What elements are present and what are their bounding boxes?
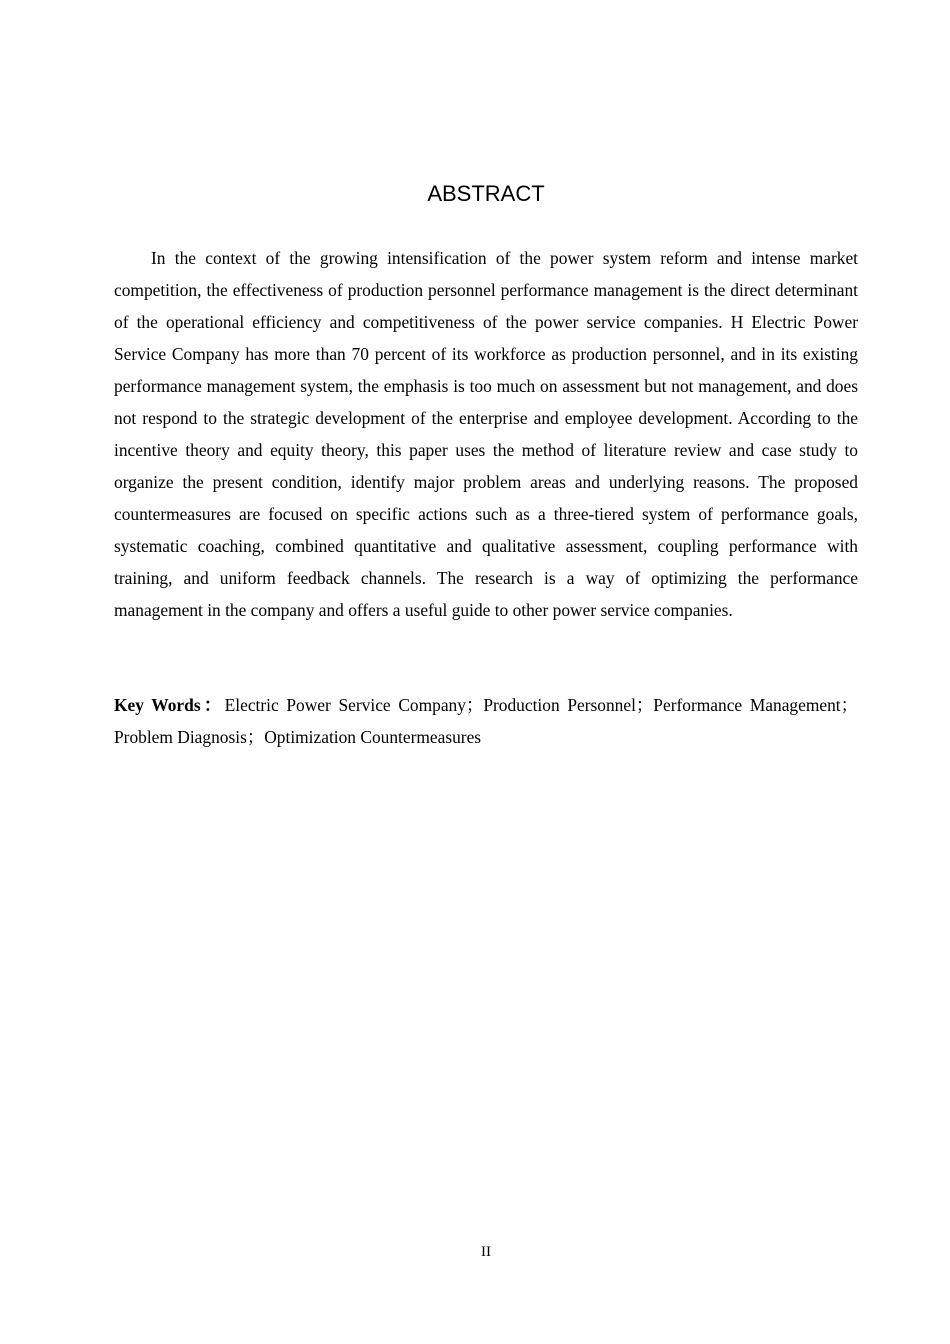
keywords-label: Key Words：	[114, 695, 225, 715]
page-number: II	[481, 1244, 491, 1260]
keywords-line	[114, 689, 858, 753]
abstract-title: ABSTRACT	[427, 181, 545, 206]
keywords-list: Electric Power Service Company；Production Personnel；Performance Management；Problem Diagnosis；Optimization Countermeasures	[114, 695, 858, 747]
abstract-paragraph: In the context of the growing intensification of the power system reform and intense market competition, the effectiveness of production personnel performance management is the direct determinant of the operational efficiency and competitiveness of the power service companies. H Electric Power Service Company has more than 70 percent of its workforce as production personnel, and in its existing performance management system, the emphasis is too much on assessment but not management, and does not respond to the strategic development of the enterprise and employee development. According to the incentive theory and equity theory, this paper uses the method of literature review and case study to organize the present condition, identify major problem areas and underlying reasons. The proposed countermeasures are focused on specific actions such as a three-tiered system of performance goals, systematic coaching, combined quantitative and qualitative assessment, coupling performance with training, and uniform feedback channels. The research is a way of optimizing the performance management in the company and offers a useful guide to other power service companies.	[114, 248, 858, 620]
